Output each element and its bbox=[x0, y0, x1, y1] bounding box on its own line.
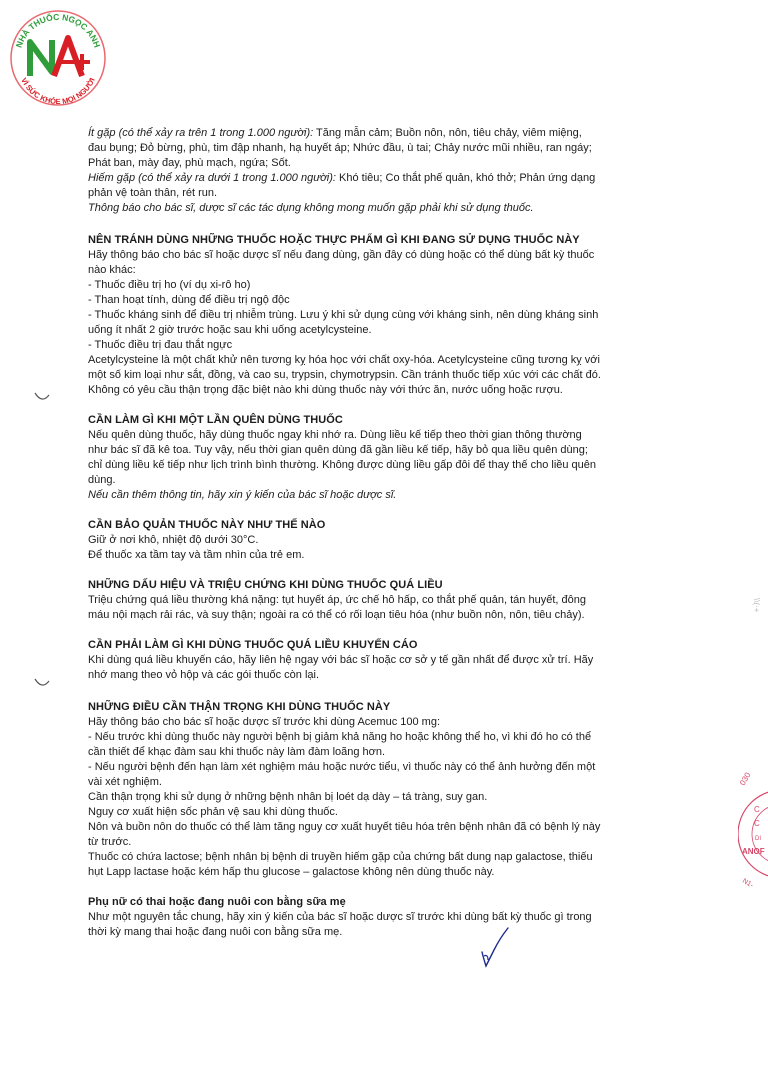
punch-mark bbox=[34, 392, 50, 402]
faint-edge-mark bbox=[748, 590, 766, 630]
section-overdose-signs-body: Triệu chứng quá liều thường khá nặng: tụt huyết áp, ức chế hô hấp, co thắt phế quản, tán huyết, đông máu nội mạch rải rác, và suy thận; ngoài ra có thể có rối loạn tiêu hóa (như buồn nôn, nôn, tiêu chảy). bbox=[88, 594, 586, 621]
section-overdose-action-body: Khi dùng quá liều khuyến cáo, hãy liên hệ ngay với bác sĩ hoặc cơ sở y tế gần nhất để được xử trí. Hãy nhớ mang theo vỏ hộp và các gói thuốc còn lại. bbox=[88, 654, 594, 681]
logo-bottom-text: VÌ SỨC KHỎE MỌI NGƯỜI bbox=[19, 76, 97, 107]
rare-effects: Hiếm gặp (có thể xảy ra dưới 1 trong 1.000 người): Khó tiêu; Co thắt phế quản, khó thở; Phản ứng dạng phản vệ toàn thân, rét run. bbox=[88, 172, 596, 199]
section-precautions-body: Hãy thông báo cho bác sĩ hoặc dược sĩ trước khi dùng Acemuc 100 mg: - Nếu trước khi dùng thuốc này người bệnh bị giảm khả năng ho hoặc không thể ho, vì khi đó ho có thể cần thiết để khạc đàm sau khi thuốc này làm đàm loãng hơn. - Nếu người bệnh đến hạn làm xét nghiệm máu hoặc nước tiểu, vì thuốc này có thể ảnh hưởng đến một vài xét nghiệm. Cần thận trọng khi sử dụng ở những bệnh nhân bị loét dạ dày – tá tràng, suy gan. Nguy cơ xuất hiện sốc phản vệ sau khi dùng thuốc. Nôn và buồn nôn do thuốc có thể làm tăng nguy cơ xuất huyết tiêu hóa trên bệnh nhân đã có bệnh lý này từ trước. Thuốc có chứa lactose; bệnh nhân bị bệnh di truyền hiếm gặp của chứng bất dung nạp galactose, thiếu hụt Lapp lactase hoặc kém hấp thu glucose – galactose không nên dùng thuốc này. bbox=[88, 716, 601, 878]
punch-mark bbox=[34, 678, 50, 688]
uncommon-effects: Ít gặp (có thể xảy ra trên 1 trong 1.000 người): Tăng mẫn cảm; Buồn nôn, nôn, tiêu chảy, viêm miệng, đau bụng; Đỏ bừng, phù, tim đập nhanh, hạ huyết áp; Nhức đầu, ù tai; Chảy nước mũi nhiều, ran ngáy; Phát ban, mày đay, phù mạch, ngứa; Sốt. bbox=[88, 127, 592, 169]
section-title-avoid: NÊN TRÁNH DÙNG NHỮNG THUỐC HOẶC THỰC PHẨM GÌ KHI ĐANG SỬ DỤNG THUỐC NÀY bbox=[88, 234, 580, 246]
section-missed-body: Nếu quên dùng thuốc, hãy dùng thuốc ngay khi nhớ ra. Dùng liều kế tiếp theo thời gian thông thường như bác sĩ đã kê toa. Tuy vậy, nếu thời gian quên dùng đã gần liều kế tiếp, hãy bỏ qua liều quên dùng; chỉ dùng liều kế tiếp như lịch trình bình thường. Không được dùng liều gấp đôi để thay thế cho liều quên dùng. Nếu cần thêm thông tin, hãy xin ý kiến của bác sĩ hoặc dược sĩ. bbox=[88, 428, 678, 503]
section-title-overdose-action: CẦN PHẢI LÀM GÌ KHI DÙNG THUỐC QUÁ LIỀU KHUYẾN CÁO bbox=[88, 639, 418, 651]
svg-text:C: C bbox=[754, 805, 760, 814]
svg-text:DI: DI bbox=[755, 836, 761, 842]
section-title-overdose-signs: NHỮNG DẤU HIỆU VÀ TRIỆU CHỨNG KHI DÙNG THUỐC QUÁ LIỀU bbox=[88, 579, 443, 591]
section-avoid-body: Hãy thông báo cho bác sĩ hoặc dược sĩ nếu đang dùng, gần đây có dùng hoặc có thể dùng bất kỳ thuốc nào khác: - Thuốc điều trị ho (ví dụ xi-rô ho) - Than hoạt tính, dùng để điều trị ngộ độc - Thuốc kháng sinh để điều trị nhiễm trùng. Lưu ý khi sử dụng cùng với kháng sinh, nên dùng kháng sinh uống ít nhất 2 giờ trước hoặc sau khi uống acetylcysteine. - Thuốc điều trị đau thắt ngực Acetylcysteine là một chất khử nên tương kỵ hóa học với chất oxy-hóa. Acetylcysteine cũng tương kỵ với một số kim loại như sắt, đồng, và cao su, trypsin, chymotrypsin. Cần tránh thuốc tiếp xúc với các chất đó. Không có yêu cầu thận trọng đặc biệt nào khi dùng thuốc này với thức ăn, nước uống hoặc rượu. bbox=[88, 249, 601, 396]
side-effects-notice: Thông báo cho bác sĩ, dược sĩ các tác dụng không mong muốn gặp phải khi sử dụng thuốc. bbox=[88, 202, 534, 214]
logo-top-text: NHÀ THUỐC NGỌC ANH bbox=[13, 11, 103, 49]
section-title-storage: CẦN BẢO QUẢN THUỐC NÀY NHƯ THẾ NÀO bbox=[88, 519, 326, 531]
missed-note: Nếu cần thêm thông tin, hãy xin ý kiến của bác sĩ hoặc dược sĩ. bbox=[88, 489, 397, 501]
svg-text:\\(·+: \\(·+ bbox=[752, 598, 761, 613]
section-title-missed: CẦN LÀM GÌ KHI MỘT LẦN QUÊN DÙNG THUỐC bbox=[88, 414, 343, 426]
handwritten-check-mark bbox=[478, 926, 512, 970]
section-title-precautions: NHỮNG ĐIỀU CẦN THẬN TRỌNG KHI DÙNG THUỐC NÀY bbox=[88, 701, 391, 713]
section-title-pregnancy: Phụ nữ có thai hoặc đang nuôi con bằng sữa mẹ bbox=[88, 896, 346, 908]
svg-text:N1-: N1- bbox=[741, 877, 755, 890]
section-storage-body: Giữ ở nơi khô, nhiệt độ dưới 30°C. Để thuốc xa tầm tay và tầm nhìn của trẻ em. bbox=[88, 534, 305, 561]
pharmacy-logo bbox=[6, 6, 110, 110]
leaflet-body bbox=[88, 126, 678, 940]
partial-stamp bbox=[738, 770, 768, 900]
svg-text:030: 030 bbox=[738, 770, 753, 787]
svg-text:C: C bbox=[754, 819, 760, 828]
svg-text:ANOF: ANOF bbox=[742, 847, 765, 856]
section-pregnancy-body: Như một nguyên tắc chung, hãy xin ý kiến của bác sĩ hoặc dược sĩ trước khi dùng bất kỳ thuốc gì trong thời kỳ mang thai hoặc đang nuôi con bằng sữa mẹ. bbox=[88, 911, 592, 938]
